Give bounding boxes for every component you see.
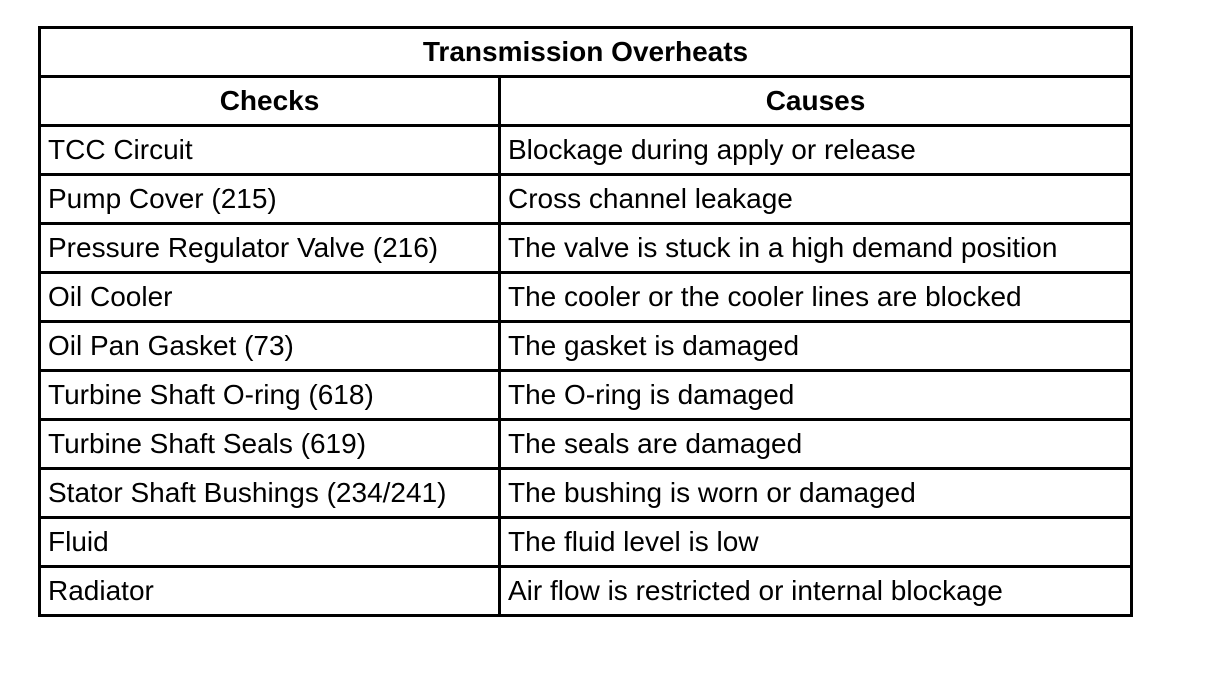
table-row bbox=[40, 175, 1132, 224]
cause-cell: The cooler or the cooler lines are blocked bbox=[500, 273, 1132, 322]
cause-cell: Blockage during apply or release bbox=[500, 126, 1132, 175]
table-row bbox=[40, 126, 1132, 175]
table-row bbox=[40, 518, 1132, 567]
table-row bbox=[40, 567, 1132, 616]
table-row bbox=[40, 322, 1132, 371]
cause-cell: The valve is stuck in a high demand position bbox=[500, 224, 1132, 273]
check-cell: Pump Cover (215) bbox=[40, 175, 500, 224]
table-row bbox=[40, 371, 1132, 420]
check-cell: Oil Pan Gasket (73) bbox=[40, 322, 500, 371]
cause-cell: The seals are damaged bbox=[500, 420, 1132, 469]
column-header-causes: Causes bbox=[500, 77, 1132, 126]
cause-cell: The O-ring is damaged bbox=[500, 371, 1132, 420]
check-cell: Stator Shaft Bushings (234/241) bbox=[40, 469, 500, 518]
cause-cell: The bushing is worn or damaged bbox=[500, 469, 1132, 518]
check-cell: Radiator bbox=[40, 567, 500, 616]
check-cell: Fluid bbox=[40, 518, 500, 567]
table-row bbox=[40, 420, 1132, 469]
column-header-checks: Checks bbox=[40, 77, 500, 126]
check-cell: Oil Cooler bbox=[40, 273, 500, 322]
table-row bbox=[40, 469, 1132, 518]
table-title-row bbox=[40, 28, 1132, 77]
check-cell: TCC Circuit bbox=[40, 126, 500, 175]
table-title: Transmission Overheats bbox=[40, 28, 1132, 77]
check-cell: Turbine Shaft O-ring (618) bbox=[40, 371, 500, 420]
diagnosis-table bbox=[38, 26, 1133, 617]
table-row bbox=[40, 224, 1132, 273]
check-cell: Turbine Shaft Seals (619) bbox=[40, 420, 500, 469]
cause-cell: Air flow is restricted or internal blockage bbox=[500, 567, 1132, 616]
table-row bbox=[40, 273, 1132, 322]
check-cell: Pressure Regulator Valve (216) bbox=[40, 224, 500, 273]
cause-cell: The fluid level is low bbox=[500, 518, 1132, 567]
cause-cell: The gasket is damaged bbox=[500, 322, 1132, 371]
table-header-row bbox=[40, 77, 1132, 126]
cause-cell: Cross channel leakage bbox=[500, 175, 1132, 224]
